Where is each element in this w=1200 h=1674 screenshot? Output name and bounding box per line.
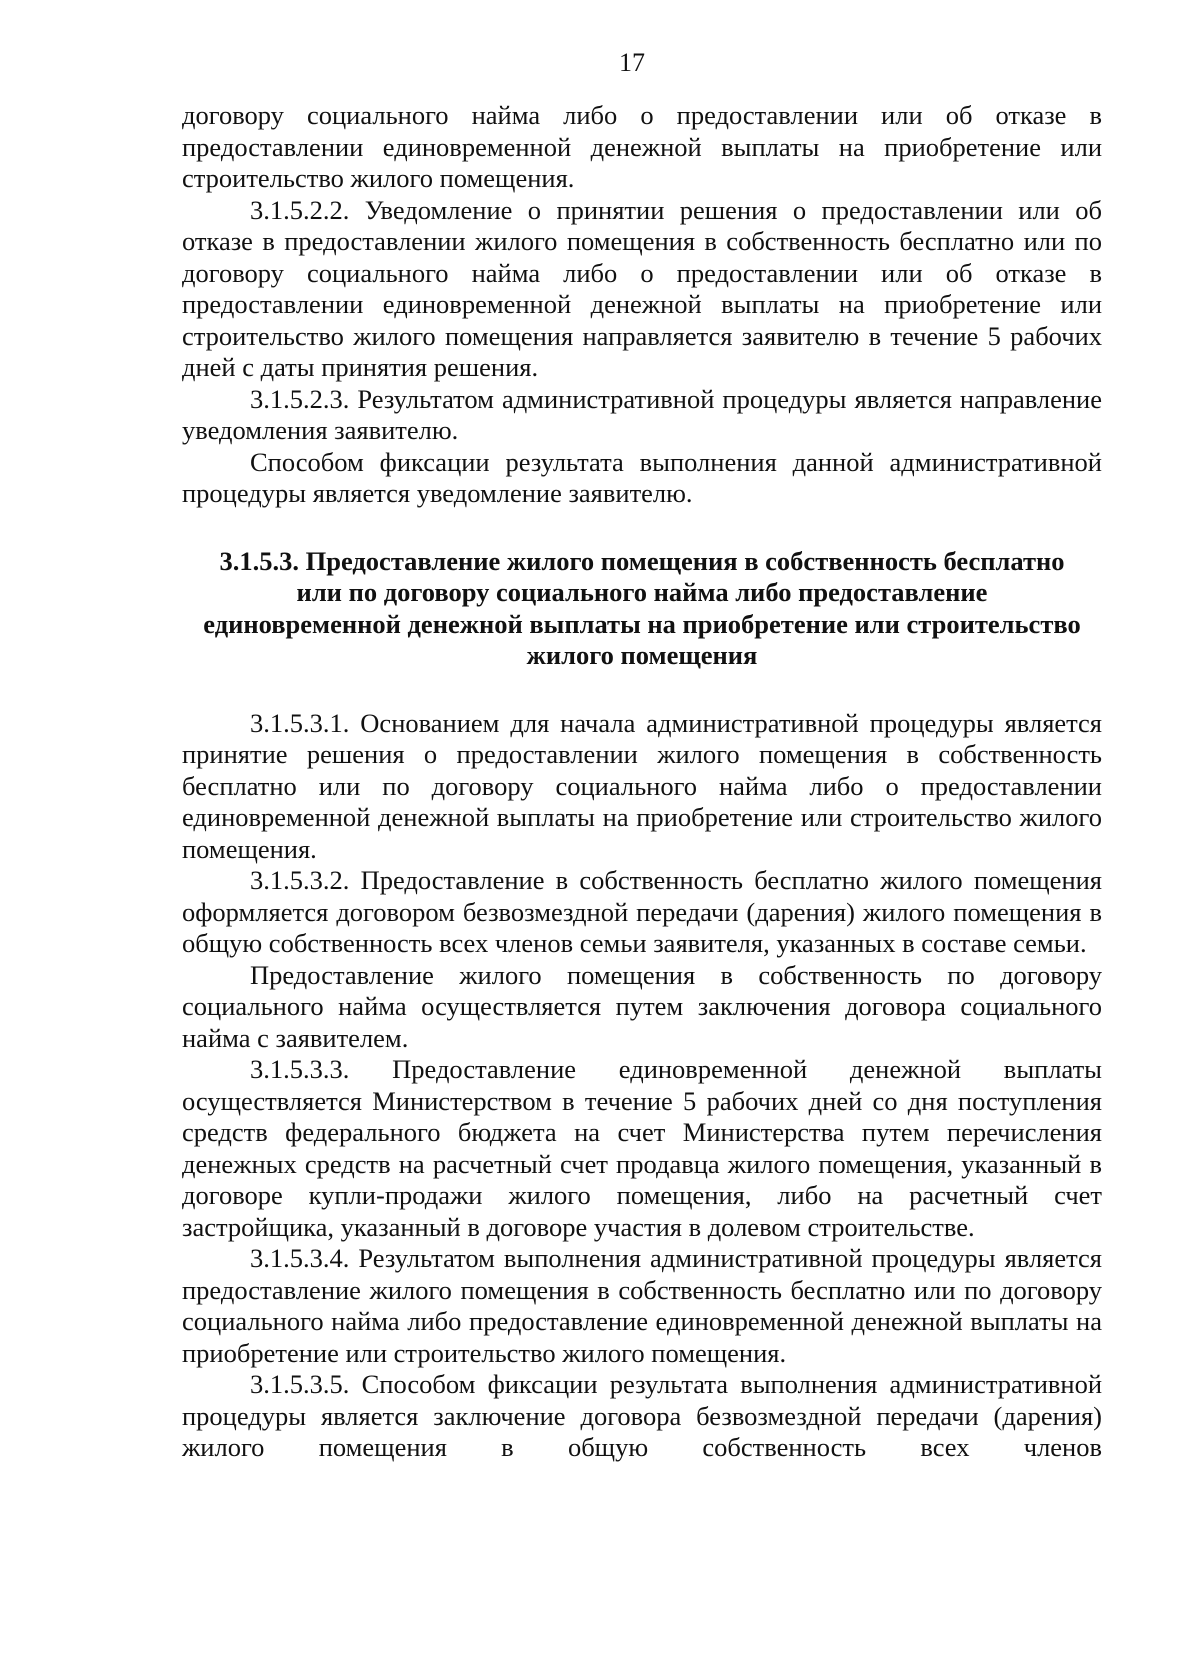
section-heading-line: единовременной денежной выплаты на приобретение или строительство [203, 608, 1081, 639]
page-number: 17 [619, 48, 645, 77]
section-heading-line: 3.1.5.3. Предоставление жилого помещения в собственность бесплатно [219, 545, 1065, 576]
document-body [182, 100, 1102, 1464]
paragraph: 3.1.5.2.3. Результатом административной процедуры является направление уведомления заявителю. [182, 383, 1102, 445]
paragraph: договору социального найма либо о предоставлении или об отказе в предоставлении единовременной денежной выплаты на приобретение или строительство жилого помещения. [182, 100, 1102, 193]
paragraph-continued: 3.1.5.3.5. Способом фиксации результата выполнения административной процедуры является заключение договора безвозмездной передачи (дарения) жилого помещения в общую собственность всех членов [182, 1369, 1102, 1462]
paragraph: 3.1.5.3.3. Предоставление единовременной денежной выплаты осуществляется Министерством в течение 5 рабочих дней со дня поступления средств федерального бюджета на счет Министерства путем перечисления денежных средств на расчетный счет продавца жилого помещения, указанный в договоре купли-продажи жилого помещения, либо на расчетный счет застройщика, указанный в договоре участия в долевом строительстве. [182, 1054, 1102, 1242]
paragraph: 3.1.5.3.4. Результатом выполнения административной процедуры является предоставление жилого помещения в собственность бесплатно или по договору социального найма либо предоставление единовременной денежной выплаты на приобретение или строительство жилого помещения. [182, 1243, 1102, 1368]
paragraph: Способом фиксации результата выполнения данной административной процедуры является уведомление заявителю. [182, 446, 1102, 508]
section-heading-line: или по договору социального найма либо предоставление [296, 577, 988, 607]
paragraph: Предоставление жилого помещения в собственность по договору социального найма осуществляется путем заключения договора социального найма с заявителем. [182, 959, 1102, 1053]
section-heading-line: жилого помещения [526, 640, 758, 670]
paragraph: 3.1.5.2.2. Уведомление о принятии решения о предоставлении или об отказе в предоставлении жилого помещения в собственность бесплатно или по договору социального найма либо о предоставлении или об отказе в предоставлении единовременной денежной выплаты на приобретение или строительство жилого помещения направляется заявителю в течение 5 рабочих дней с даты принятия решения. [182, 194, 1102, 382]
paragraph: 3.1.5.3.1. Основанием для начала административной процедуры является принятие решения о предоставлении жилого помещения в собственность бесплатно или по договору социального найма либо о предоставлении единовременной денежной выплаты на приобретение или строительство жилого помещения. [182, 707, 1102, 864]
paragraph: 3.1.5.3.2. Предоставление в собственность бесплатно жилого помещения оформляется договором безвозмездной передачи (дарения) жилого помещения в общую собственность всех членов семьи заявителя, указанных в составе семьи. [182, 865, 1102, 958]
section-heading [182, 546, 1102, 672]
